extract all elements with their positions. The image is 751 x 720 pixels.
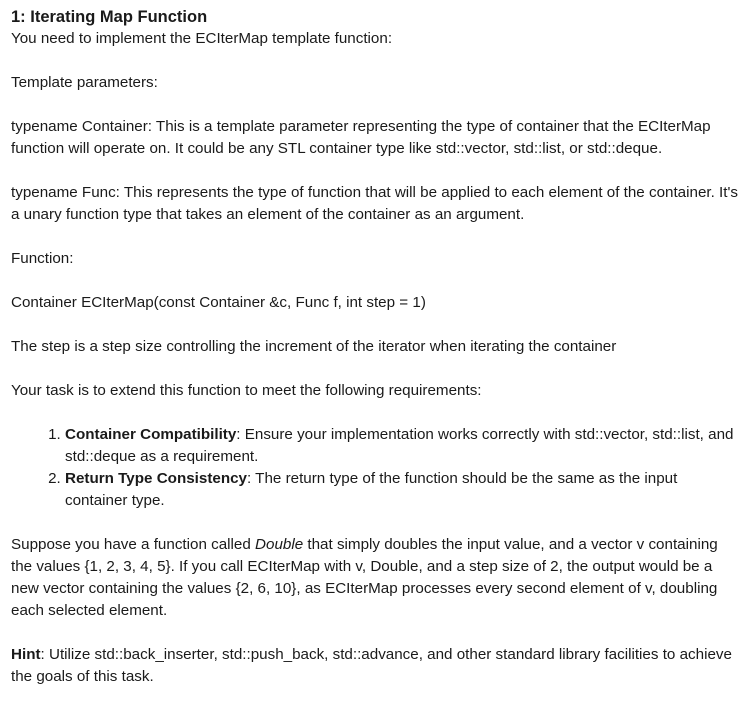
example-text-part1: Suppose you have a function called bbox=[11, 536, 256, 553]
hint-text: : Utilize std::back_inserter, std::push_back, std::advance, and other standard library facilities to achieve the goals of this task. bbox=[11, 646, 732, 685]
example-text-part2: that simply doubles the input value, and a vector v containing the values {1, 2, 3, 4, 5}. If you call ECIterMap with v, Double, and a step size of 2, the output would be a new vector containing the values {2, 6, 10}, as ECIterMap processes every second element of v, doubling each selected element. bbox=[11, 536, 718, 619]
intro-text: You need to implement the ECIterMap template function: bbox=[11, 30, 393, 47]
hint-paragraph bbox=[11, 644, 742, 688]
param-func-text: typename Func: This represents the type of function that will be applied to each element of the container. It's a unary function type that takes an element of the container as an argument. bbox=[11, 184, 738, 223]
param-container-text: typename Container: This is a template parameter representing the type of container that the ECIterMap function will operate on. It could be any STL container type like std::vector, std::list, or std::deque. bbox=[11, 118, 711, 157]
task-intro: Your task is to extend this function to meet the following requirements: bbox=[11, 382, 482, 399]
requirements-list bbox=[11, 424, 742, 512]
function-heading: Function: bbox=[11, 250, 74, 267]
requirement-item bbox=[65, 468, 742, 512]
template-params-heading: Template parameters: bbox=[11, 74, 158, 91]
page-title: 1: Iterating Map Function bbox=[11, 8, 208, 26]
requirement-text: : Ensure your implementation works correctly with std::vector, std::list, and std::deque as a requirement. bbox=[65, 426, 734, 465]
example-func-name: Double bbox=[255, 536, 304, 553]
requirement-text: : The return type of the function should be the same as the input container type. bbox=[65, 470, 678, 509]
requirement-term: Return Type Consistency bbox=[65, 470, 248, 487]
hint-label: Hint bbox=[11, 646, 41, 663]
requirement-term: Container Compatibility bbox=[65, 426, 237, 443]
function-signature: Container ECIterMap(const Container &c, Func f, int step = 1) bbox=[11, 294, 426, 311]
step-description: The step is a step size controlling the increment of the iterator when iterating the container bbox=[11, 338, 617, 355]
requirement-item bbox=[65, 424, 742, 468]
example-paragraph bbox=[11, 534, 742, 622]
